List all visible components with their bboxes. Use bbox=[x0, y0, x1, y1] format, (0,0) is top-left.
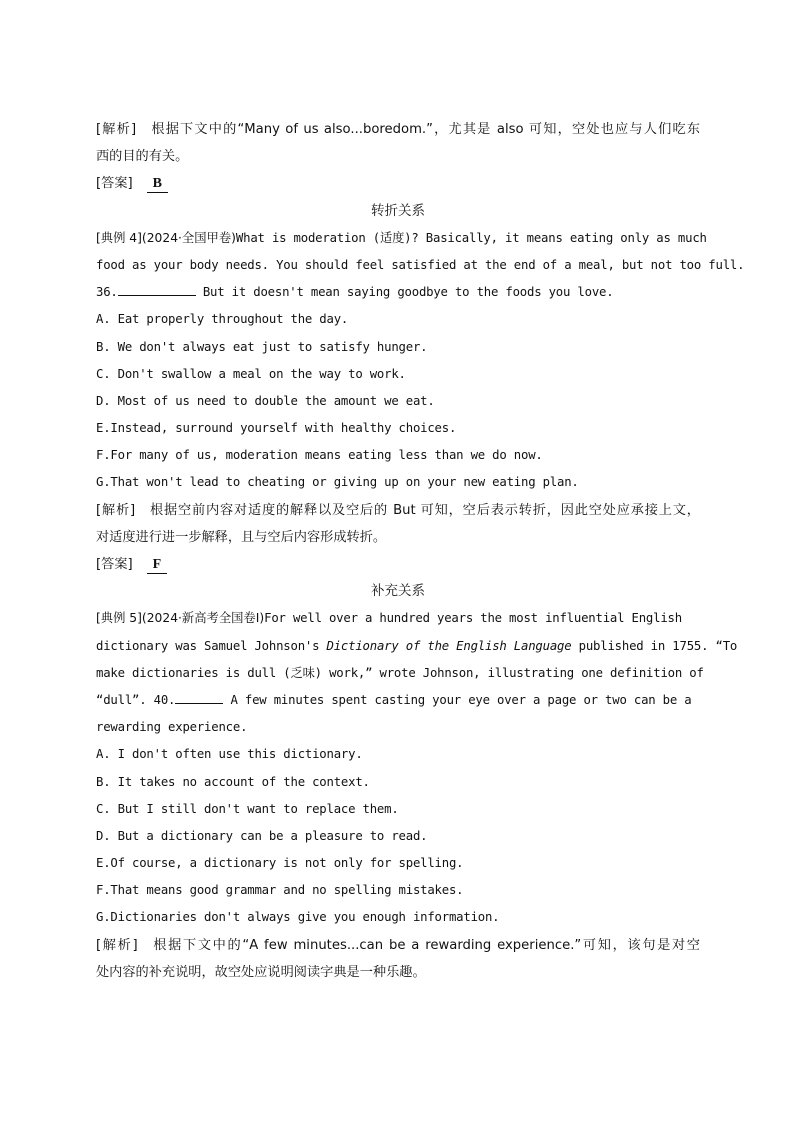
passage-text: But it doesn't mean saying goodbye to the foods you love. bbox=[202, 285, 614, 300]
ex4-answer-line bbox=[96, 551, 700, 578]
question-number: 40. bbox=[153, 692, 176, 707]
answer-tag: [答案] bbox=[96, 176, 133, 192]
section-heading-supplement: 补充关系 bbox=[371, 583, 425, 600]
ex5-option-c: C. But I still don't want to replace them. bbox=[96, 801, 399, 816]
analysis-tag: [解析] bbox=[96, 122, 137, 137]
analysis-text: 根据下文中的“A few minutes...can be a rewarding experience.”可知，该句是对空 bbox=[151, 937, 700, 953]
ex4-analysis-line-2: 对适度进行进一步解释，且与空后内容形成转折。 bbox=[96, 529, 387, 545]
passage-text: For well over a hundred years the most influential English bbox=[264, 611, 682, 626]
passage-text: published in 1755. “To bbox=[571, 638, 738, 653]
ex5-passage-line-5: rewarding experience. bbox=[96, 720, 248, 735]
ex5-option-d: D. But a dictionary can be a pleasure to read. bbox=[96, 828, 428, 843]
example-source: (2024·全国甲卷) bbox=[141, 230, 236, 245]
passage-text: dictionary was Samuel Johnson's bbox=[96, 638, 327, 653]
ex5-option-g: G.Dictionaries don't always give you enough information. bbox=[96, 910, 500, 925]
passage-text: A few minutes spent casting your eye over a page or two can be a bbox=[230, 692, 692, 707]
ex4-option-a: A. Eat properly throughout the day. bbox=[96, 312, 349, 327]
document-page bbox=[96, 116, 745, 986]
ex4-analysis-line-1 bbox=[96, 497, 700, 524]
ex4-option-d: D. Most of us need to double the amount we eat. bbox=[96, 393, 435, 408]
ex5-passage-line-2 bbox=[96, 633, 738, 660]
ex4-option-e: E.Instead, surround yourself with healthy choices. bbox=[96, 421, 457, 436]
ex3-analysis-line-2: 西的目的有关。 bbox=[96, 149, 189, 165]
analysis-text: 根据下文中的“Many of us also...boredom.”，尤其是 also 可知，空处也应与人们吃东 bbox=[150, 122, 700, 137]
example-tag: [典例 5] bbox=[96, 611, 142, 626]
ex5-option-f: F.That means good grammar and no spelling mistakes. bbox=[96, 883, 464, 898]
ex5-passage-line-3: make dictionaries is dull (乏味) work,” wrote Johnson, illustrating one definition of bbox=[96, 665, 704, 680]
analysis-text: 根据空前内容对适度的解释以及空后的 But 可知，空后表示转折，因此空处应承接上文， bbox=[149, 502, 700, 518]
answer-blank-36 bbox=[118, 295, 196, 296]
ex5-title-line bbox=[96, 605, 700, 632]
ex4-passage-line-2: food as your body needs. You should feel satisfied at the end of a meal, but not too full. bbox=[96, 257, 745, 272]
passage-text: “dull”. bbox=[96, 692, 154, 707]
ex4-option-f: F.For many of us, moderation means eating less than we do now. bbox=[96, 448, 543, 463]
ex4-option-g: G.That won't lead to cheating or giving up on your new eating plan. bbox=[96, 475, 579, 490]
answer-value: F bbox=[147, 557, 168, 574]
ex5-option-e: E.Of course, a dictionary is not only for spelling. bbox=[96, 856, 464, 871]
ex5-option-a: A. I don't often use this dictionary. bbox=[96, 747, 363, 762]
ex5-option-b: B. It takes no account of the context. bbox=[96, 774, 370, 789]
example-tag: [典例 4] bbox=[96, 230, 142, 245]
ex4-question-line bbox=[96, 279, 700, 306]
ex3-answer-line bbox=[96, 170, 700, 197]
analysis-tag: [解析] bbox=[96, 937, 138, 953]
section-heading-contrast: 转折关系 bbox=[371, 202, 425, 219]
ex4-option-c: C. Don't swallow a meal on the way to work. bbox=[96, 366, 406, 381]
answer-blank-40 bbox=[175, 703, 223, 704]
example-source: (2024·新高考全国卷Ⅰ) bbox=[141, 611, 265, 626]
answer-value: B bbox=[147, 176, 168, 193]
ex3-analysis-line-1 bbox=[96, 116, 700, 143]
question-number: 36. bbox=[96, 285, 118, 300]
ex5-analysis-line-1 bbox=[96, 932, 700, 959]
ex4-title-line bbox=[96, 225, 707, 252]
analysis-tag: [解析] bbox=[96, 502, 136, 518]
ex4-option-b: B. We don't always eat just to satisfy hunger. bbox=[96, 339, 428, 354]
passage-text: What is moderation (适度)? Basically, it means eating only as much bbox=[235, 230, 707, 245]
book-title: Dictionary of the English Language bbox=[326, 638, 572, 653]
ex5-question-line bbox=[96, 687, 700, 714]
answer-tag: [答案] bbox=[96, 557, 133, 572]
ex5-analysis-line-2: 处内容的补充说明，故空处应说明阅读字典是一种乐趣。 bbox=[96, 964, 426, 980]
